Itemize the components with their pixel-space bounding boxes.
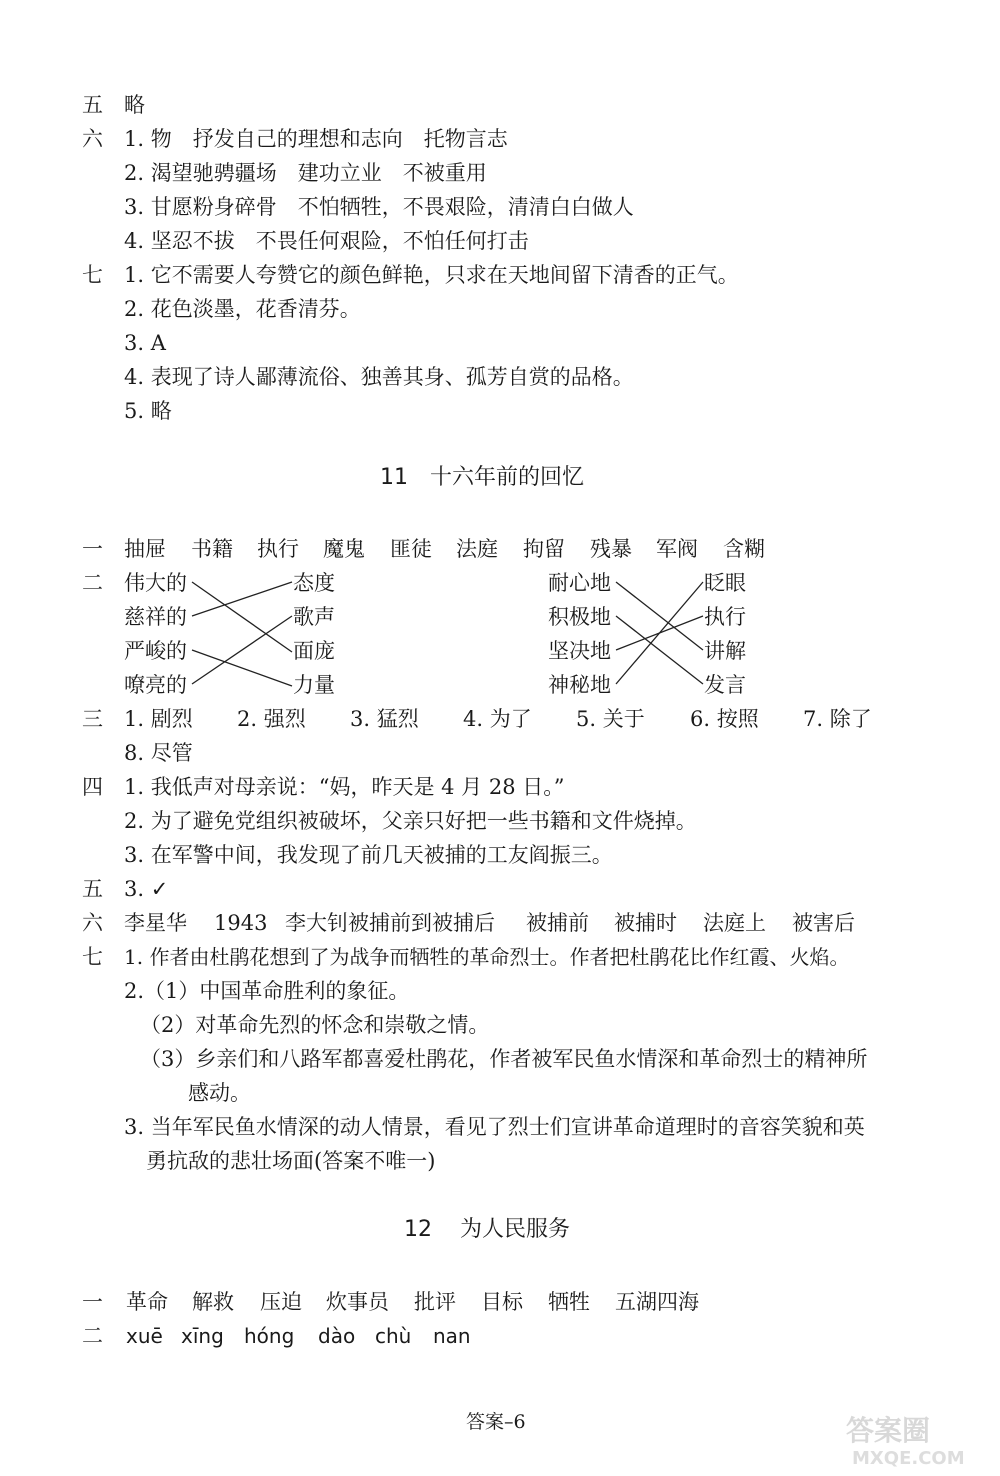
- match-left-word: 嘹亮的: [124, 673, 187, 697]
- answer-line: 1. 物 抒发自己的理想和志向 托物言志: [124, 127, 508, 151]
- word-item: 法庭: [456, 537, 498, 561]
- match-line: [616, 582, 703, 684]
- answer-item: 4. 为了: [463, 707, 532, 731]
- match-left-word: 严峻的: [124, 639, 187, 663]
- answer-line: 1. 作者由杜鹃花想到了为战争而牺牲的革命烈士。作者把杜鹃花比作红霞、火焰。: [124, 945, 850, 969]
- match-left-word: 慈祥的: [124, 605, 187, 629]
- answer-text: 3. ✓: [124, 877, 169, 901]
- word-item: 含糊: [723, 537, 765, 561]
- word-item: 拘留: [523, 537, 565, 561]
- word-item: 炊事员: [326, 1290, 389, 1314]
- pinyin-item: chù: [375, 1324, 412, 1348]
- answer-line: 3. 当年军民鱼水情深的动人情景，看见了烈士们宣讲革命道理时的音容笑貌和英: [124, 1115, 865, 1139]
- answer-item: 1943: [214, 911, 268, 935]
- page-number: 答案–6: [466, 1411, 526, 1433]
- answer-item: 6. 按照: [690, 707, 759, 731]
- answer-line: 4. 坚忍不拔 不畏任何艰险，不怕任何打击: [124, 229, 529, 253]
- answer-item: 被捕时: [614, 911, 677, 935]
- word-item: 匪徒: [390, 537, 432, 561]
- word-item: 批评: [414, 1290, 456, 1314]
- label-san: 三: [82, 707, 103, 731]
- match-left-word: 积极地: [548, 605, 611, 629]
- pinyin-item: xuē: [126, 1324, 163, 1348]
- label-si: 四: [82, 775, 103, 799]
- answer-line: 感动。: [188, 1081, 251, 1105]
- answer-item: 李星华: [124, 911, 187, 935]
- label-yi: 一: [82, 1290, 103, 1314]
- word-item: 书籍: [191, 537, 233, 561]
- answer-line: 2.（1）中国革命胜利的象征。: [124, 979, 410, 1003]
- label-wu: 五: [82, 93, 103, 117]
- match-line: [616, 616, 703, 684]
- word-item: 军阀: [656, 537, 698, 561]
- match-right-word: 眨眼: [704, 571, 746, 595]
- match-left-word: 伟大的: [124, 571, 187, 595]
- answer-line: 5. 略: [124, 399, 172, 423]
- match-line: [192, 582, 292, 616]
- match-line: [192, 650, 292, 686]
- pinyin-item: nan: [433, 1324, 471, 1348]
- match-line: [192, 582, 292, 652]
- match-right-word: 歌声: [293, 605, 335, 629]
- answer-line: （3）乡亲们和八路军都喜爱杜鹃花，作者被军民鱼水情深和革命烈士的精神所: [140, 1047, 868, 1071]
- pinyin-item: dào: [318, 1324, 356, 1348]
- answer-line: 3. 甘愿粉身碎骨 不怕牺牲，不畏艰险，清清白白做人: [124, 195, 634, 219]
- match-left-word: 神秘地: [548, 673, 611, 697]
- word-item: 抽屉: [124, 537, 166, 561]
- word-item: 魔鬼: [323, 537, 365, 561]
- label-wu: 五: [82, 877, 103, 901]
- match-line: [192, 616, 292, 684]
- answer-item: 5. 关于: [576, 707, 645, 731]
- label-er: 二: [82, 1324, 103, 1348]
- answer-line: 勇抗敌的悲壮场面(答案不唯一): [146, 1149, 436, 1173]
- watermark-url: MXQE.COM: [852, 1448, 965, 1469]
- answer-item: 1. 剧烈: [124, 707, 193, 731]
- lesson-number: 12: [404, 1217, 432, 1242]
- answer-item: 8. 尽管: [124, 741, 193, 765]
- match-right-word: 讲解: [704, 639, 746, 663]
- answer-line: 3. A: [124, 331, 166, 355]
- label-qi: 七: [82, 945, 103, 969]
- lesson-title: 为人民服务: [460, 1217, 571, 1242]
- lesson-title: 十六年前的回忆: [430, 465, 585, 490]
- answer-item: 7. 除了: [803, 707, 872, 731]
- word-item: 目标: [481, 1290, 523, 1314]
- word-item: 解救: [192, 1290, 234, 1314]
- answer-line: 2. 渴望驰骋疆场 建功立业 不被重用: [124, 161, 487, 185]
- word-item: 残暴: [590, 537, 632, 561]
- answer-line: 4. 表现了诗人鄙薄流俗、独善其身、孤芳自赏的品格。: [124, 365, 634, 389]
- answer-item: 2. 强烈: [237, 707, 306, 731]
- answer-item: 被捕前: [526, 911, 589, 935]
- answer-line: （2）对革命先烈的怀念和崇敬之情。: [140, 1013, 490, 1037]
- match-right-word: 执行: [704, 605, 746, 629]
- answer-item: 被害后: [792, 911, 855, 935]
- match-right-word: 力量: [293, 673, 335, 697]
- word-item: 执行: [257, 537, 299, 561]
- answer-line: 2. 花色淡墨，花香清芬。: [124, 297, 361, 321]
- answer-item: 3. 猛烈: [350, 707, 419, 731]
- label-liu: 六: [82, 127, 103, 151]
- match-right-word: 发言: [704, 673, 746, 697]
- answer-line: 2. 为了避免党组织被破坏，父亲只好把一些书籍和文件烧掉。: [124, 809, 697, 833]
- answer-item: 法庭上: [703, 911, 766, 935]
- answer-item: 李大钊被捕前到被捕后: [285, 911, 495, 935]
- answer-line: 3. 在军警中间，我发现了前几天被捕的工友阎振三。: [124, 843, 613, 867]
- answer-text: 略: [124, 93, 145, 117]
- label-yi: 一: [82, 537, 103, 561]
- label-liu: 六: [82, 911, 103, 935]
- watermark-logo: [842, 1408, 992, 1470]
- match-left-word: 耐心地: [548, 571, 611, 595]
- label-er: 二: [82, 571, 103, 595]
- word-item: 五湖四海: [615, 1290, 699, 1314]
- pinyin-item: xīng: [181, 1324, 224, 1348]
- pinyin-item: hóng: [244, 1324, 295, 1348]
- label-qi: 七: [82, 263, 103, 287]
- answer-line: 1. 我低声对母亲说：“妈，昨天是 4 月 28 日。”: [124, 775, 565, 799]
- watermark-text: 答案圈: [846, 1414, 931, 1447]
- word-item: 压迫: [260, 1290, 302, 1314]
- match-right-word: 态度: [293, 571, 335, 595]
- word-item: 牺牲: [548, 1290, 590, 1314]
- answer-line: 1. 它不需要人夸赞它的颜色鲜艳，只求在天地间留下清香的正气。: [124, 263, 739, 287]
- match-right-word: 面庞: [293, 639, 335, 663]
- lesson-number: 11: [380, 465, 408, 490]
- word-item: 革命: [126, 1290, 168, 1314]
- match-left-word: 坚决地: [548, 639, 611, 663]
- match-line: [616, 582, 703, 650]
